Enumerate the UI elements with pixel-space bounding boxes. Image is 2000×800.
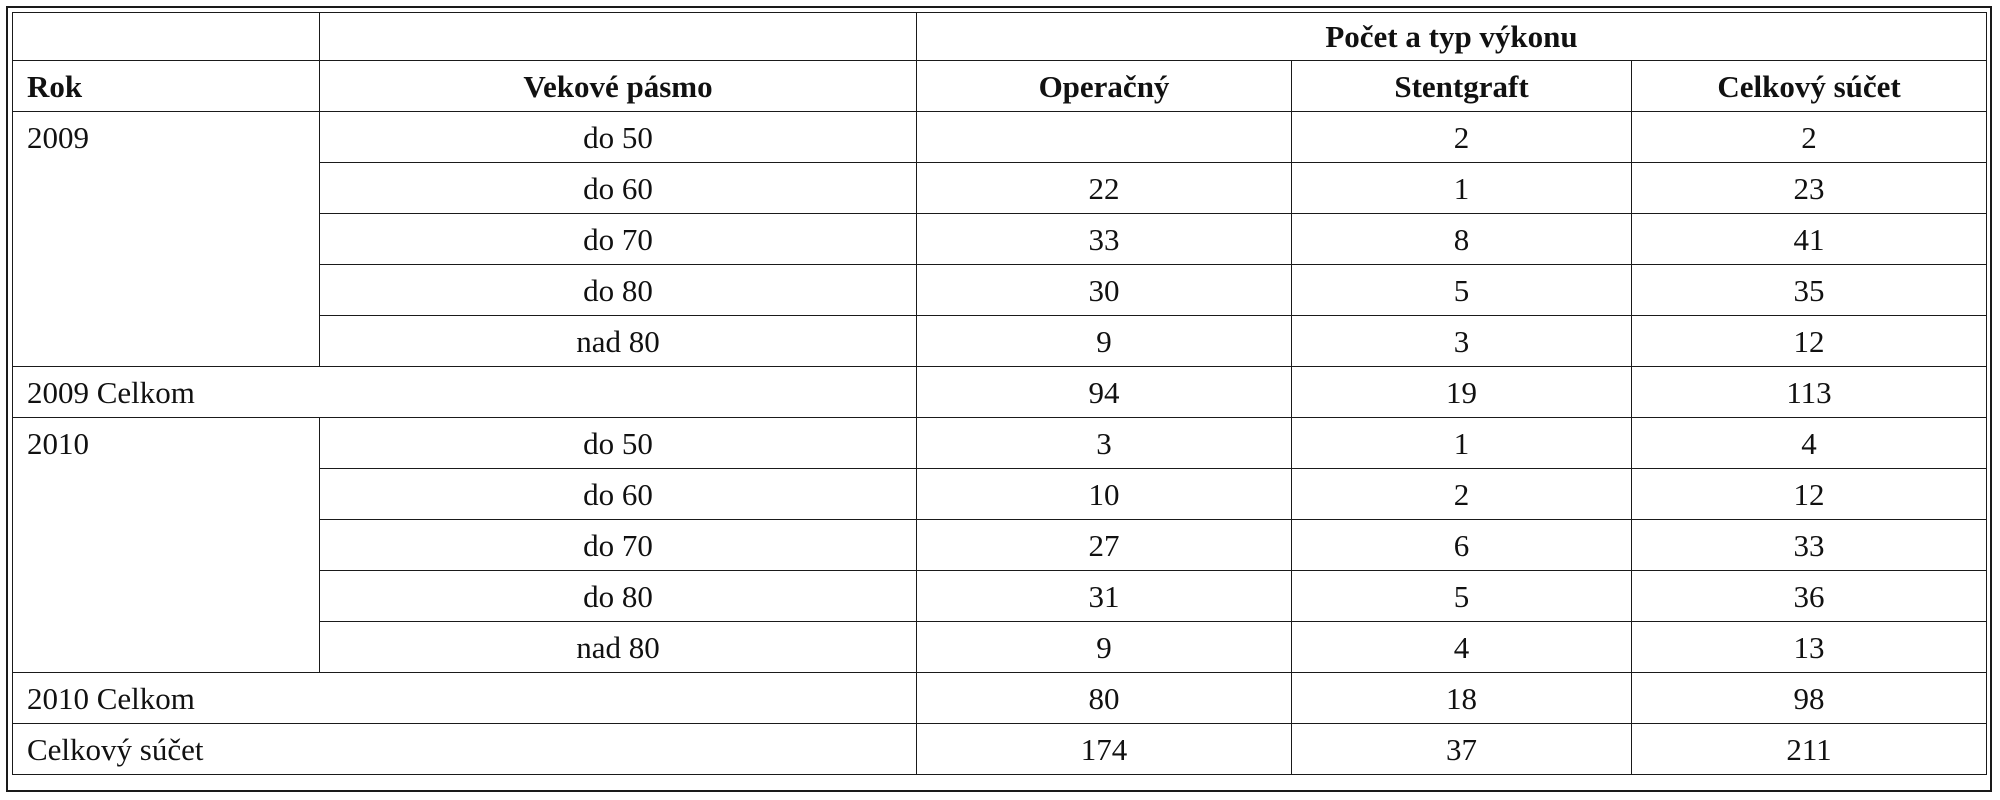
subtotal-label: 2010 Celkom — [13, 673, 917, 724]
age-band-cell: do 80 — [320, 571, 917, 622]
year-cell: 2009 — [13, 112, 320, 367]
subtotal-row — [13, 367, 1987, 418]
surgical-cell: 10 — [917, 469, 1292, 520]
header-empty-cell — [13, 13, 320, 61]
total-cell: 12 — [1632, 469, 1987, 520]
total-cell: 113 — [1632, 367, 1987, 418]
stentgraft-cell: 2 — [1292, 112, 1632, 163]
header-group-row — [13, 13, 1987, 61]
surgical-cell: 30 — [917, 265, 1292, 316]
surgical-cell: 9 — [917, 622, 1292, 673]
table-row — [13, 418, 1987, 469]
surgical-cell: 31 — [917, 571, 1292, 622]
table-row — [13, 112, 1987, 163]
total-cell: 98 — [1632, 673, 1987, 724]
year-cell: 2010 — [13, 418, 320, 673]
age-band-cell: nad 80 — [320, 622, 917, 673]
age-band-cell: nad 80 — [320, 316, 917, 367]
header-empty-cell — [320, 13, 917, 61]
stentgraft-cell: 5 — [1292, 571, 1632, 622]
column-header-year: Rok — [13, 61, 320, 112]
column-header-age-band: Vekové pásmo — [320, 61, 917, 112]
stentgraft-cell: 3 — [1292, 316, 1632, 367]
age-band-cell: do 50 — [320, 112, 917, 163]
subtotal-row — [13, 673, 1987, 724]
stentgraft-cell: 1 — [1292, 163, 1632, 214]
total-cell: 211 — [1632, 724, 1987, 775]
column-header-total: Celkový súčet — [1632, 61, 1987, 112]
surgical-cell: 27 — [917, 520, 1292, 571]
surgical-cell: 80 — [917, 673, 1292, 724]
age-band-cell: do 50 — [320, 418, 917, 469]
total-cell: 33 — [1632, 520, 1987, 571]
surgical-cell — [917, 112, 1292, 163]
surgical-cell: 22 — [917, 163, 1292, 214]
stentgraft-cell: 5 — [1292, 265, 1632, 316]
subtotal-label: 2009 Celkom — [13, 367, 917, 418]
total-cell: 23 — [1632, 163, 1987, 214]
stentgraft-cell: 4 — [1292, 622, 1632, 673]
stentgraft-cell: 19 — [1292, 367, 1632, 418]
stentgraft-cell: 1 — [1292, 418, 1632, 469]
header-row — [13, 61, 1987, 112]
surgical-cell: 9 — [917, 316, 1292, 367]
age-band-cell: do 60 — [320, 163, 917, 214]
surgical-cell: 174 — [917, 724, 1292, 775]
stentgraft-cell: 8 — [1292, 214, 1632, 265]
surgical-cell: 3 — [917, 418, 1292, 469]
data-table — [12, 12, 1987, 775]
age-band-cell: do 70 — [320, 520, 917, 571]
age-band-cell: do 60 — [320, 469, 917, 520]
total-cell: 13 — [1632, 622, 1987, 673]
grand-total-label: Celkový súčet — [13, 724, 917, 775]
column-header-surgical: Operačný — [917, 61, 1292, 112]
stentgraft-cell: 2 — [1292, 469, 1632, 520]
stentgraft-cell: 18 — [1292, 673, 1632, 724]
age-band-cell: do 70 — [320, 214, 917, 265]
surgical-cell: 94 — [917, 367, 1292, 418]
total-cell: 2 — [1632, 112, 1987, 163]
column-header-stentgraft: Stentgraft — [1292, 61, 1632, 112]
surgical-cell: 33 — [917, 214, 1292, 265]
header-group-title: Počet a typ výkonu — [917, 13, 1987, 61]
age-band-cell: do 80 — [320, 265, 917, 316]
total-cell: 4 — [1632, 418, 1987, 469]
stentgraft-cell: 37 — [1292, 724, 1632, 775]
total-cell: 35 — [1632, 265, 1987, 316]
grand-total-row — [13, 724, 1987, 775]
stentgraft-cell: 6 — [1292, 520, 1632, 571]
total-cell: 36 — [1632, 571, 1987, 622]
total-cell: 12 — [1632, 316, 1987, 367]
total-cell: 41 — [1632, 214, 1987, 265]
